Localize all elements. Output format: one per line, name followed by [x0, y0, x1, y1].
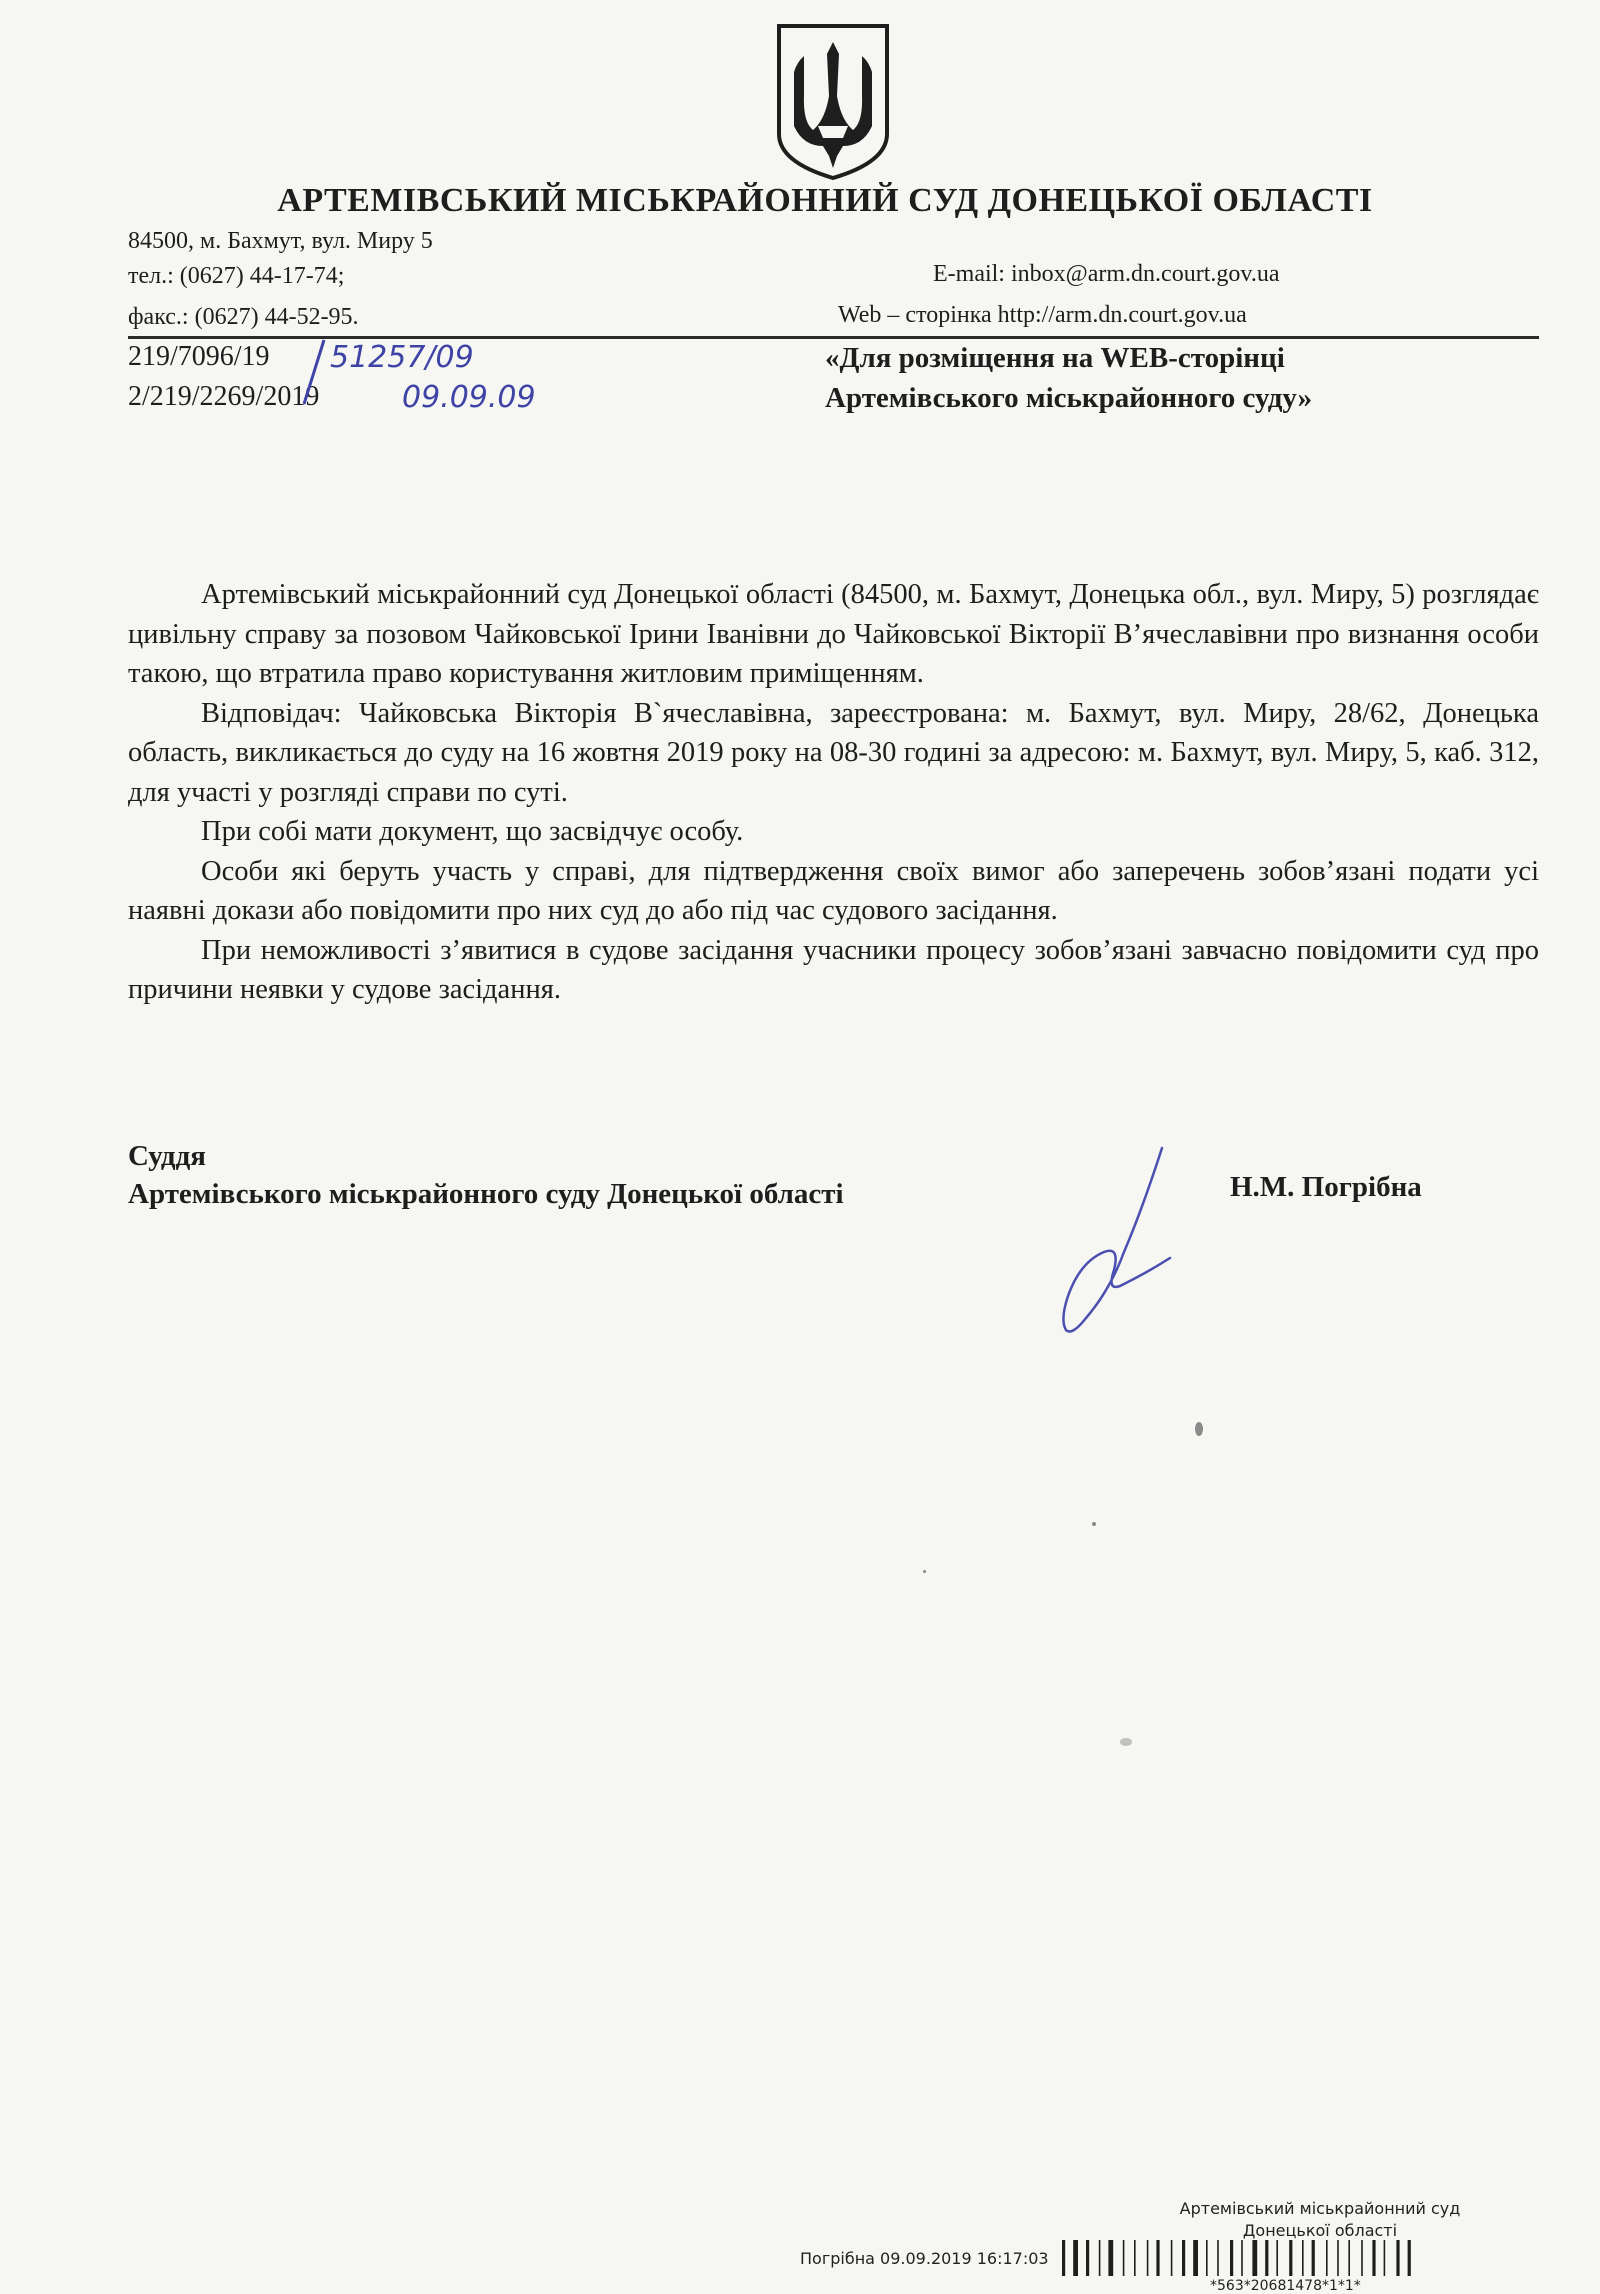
barcode-bar — [1217, 2240, 1219, 2276]
court-fax: факс.: (0627) 44-52-95. — [128, 304, 359, 330]
publication-notice — [825, 338, 1312, 418]
court-website: Web – сторінка http://arm.dn.court.gov.ua — [838, 302, 1247, 328]
barcode-number: *563*20681478*1*1* — [1210, 2278, 1361, 2294]
handwritten-signature — [1020, 1140, 1180, 1340]
court-email: E-mail: inbox@arm.dn.court.gov.ua — [933, 261, 1280, 287]
barcode-bar — [1241, 2240, 1243, 2276]
court-address: 84500, м. Бахмут, вул. Миру 5 — [128, 228, 433, 254]
barcode-bar — [1276, 2240, 1278, 2276]
scan-speck — [1120, 1738, 1132, 1746]
barcode-bar — [1337, 2240, 1339, 2276]
stamp-court-line-2: Донецької області — [1242, 2221, 1398, 2240]
barcode-bar — [1086, 2240, 1089, 2276]
barcode-bar — [1123, 2240, 1125, 2276]
body-paragraph: При неможливості з’явитися в судове засідання учасники процесу зобов’язані завчасно повідомити суд про причини неявки у судове засідання. — [128, 934, 1539, 1005]
barcode-bar — [1252, 2240, 1257, 2276]
barcode-bar — [1171, 2240, 1173, 2276]
barcode-bar — [1134, 2240, 1136, 2276]
scan-speck — [1195, 1422, 1203, 1436]
barcode-bar — [1147, 2240, 1149, 2276]
body-paragraph: Артемівський міськрайонний суд Донецької області (84500, м. Бахмут, Донецька обл., вул. Миру, 5) розглядає цивільну справу за позовом Чайковської Ірини Іванівни до Чайковської Вікторії В’ячеславівни про визнання особи такою, що втратила право користування житловим приміщенням. — [128, 579, 1539, 689]
barcode-bar — [1099, 2240, 1101, 2276]
body-paragraph: Відповідач: Чайковська Вікторія В`ячеславівна, зареєстрована: м. Бахмут, вул. Миру, 28/62, Донецька область, викликається до суду на 16 жовтня 2019 року на 08-30 годині за адресою: м. Бахмут, вул. Миру, 5, каб. 312, для участі у розгляді справи по суті. — [128, 697, 1539, 808]
court-name-heading: АРТЕМІВСЬКИЙ МІСЬКРАЙОННИЙ СУД ДОНЕЦЬКОЇ ОБЛАСТІ — [277, 182, 1373, 219]
coat-of-arms-icon — [773, 22, 893, 182]
barcode-bar — [1361, 2240, 1363, 2276]
scan-speck — [923, 1570, 926, 1573]
body-paragraph: Особи які беруть участь у справі, для підтвердження своїх вимог або заперечень зобов’язані подати усі наявні докази або повідомити про них суд до або під час судового засідання. — [128, 855, 1539, 926]
handwritten-outgoing-number: 51257/09 — [330, 340, 474, 375]
barcode-bar — [1206, 2240, 1208, 2276]
barcode-bar — [1372, 2240, 1375, 2276]
signatory-title: Суддя — [128, 1140, 206, 1172]
barcode-bar — [1326, 2240, 1328, 2276]
registration-barcode — [1062, 2240, 1552, 2276]
registration-stamp-court — [1100, 2198, 1540, 2242]
barcode-bar — [1348, 2240, 1350, 2276]
scan-speck — [1092, 1522, 1096, 1526]
proceeding-number: 2/219/2269/2019 — [128, 381, 320, 412]
barcode-bar — [1073, 2240, 1078, 2276]
handwritten-slash — [292, 336, 332, 408]
body-paragraph: При собі мати документ, що засвідчує особу. — [201, 816, 744, 847]
signatory-court: Артемівського міськрайонного суду Донецької області — [128, 1178, 844, 1210]
barcode-bar — [1384, 2240, 1386, 2276]
barcode-bar — [1289, 2240, 1292, 2276]
barcode-bar — [1230, 2240, 1233, 2276]
barcode-bar — [1396, 2240, 1399, 2276]
barcode-bar — [1156, 2240, 1159, 2276]
handwritten-date: 09.09.09 — [402, 380, 536, 415]
barcode-bar — [1408, 2240, 1411, 2276]
letter-body — [128, 575, 1539, 1010]
barcode-bar — [1062, 2240, 1065, 2276]
barcode-bar — [1302, 2240, 1304, 2276]
judge-name: Н.М. Погрібна — [1230, 1171, 1422, 1203]
barcode-bar — [1312, 2240, 1315, 2276]
barcode-bar — [1108, 2240, 1113, 2276]
barcode-bar — [1182, 2240, 1185, 2276]
court-phone: тел.: (0627) 44-17-74; — [128, 263, 345, 289]
notice-line-2: Артемівського міськрайонного суду» — [825, 382, 1313, 414]
registration-timestamp: Погрібна 09.09.2019 16:17:03 — [800, 2249, 1049, 2268]
stamp-court-line-1: Артемівський міськрайонний суд — [1179, 2199, 1461, 2218]
barcode-bar — [1265, 2240, 1268, 2276]
barcode-bar — [1193, 2240, 1198, 2276]
case-number: 219/7096/19 — [128, 341, 270, 372]
signatory-block — [128, 1137, 844, 1213]
notice-line-1: «Для розміщення на WEB-сторінці — [825, 342, 1285, 374]
